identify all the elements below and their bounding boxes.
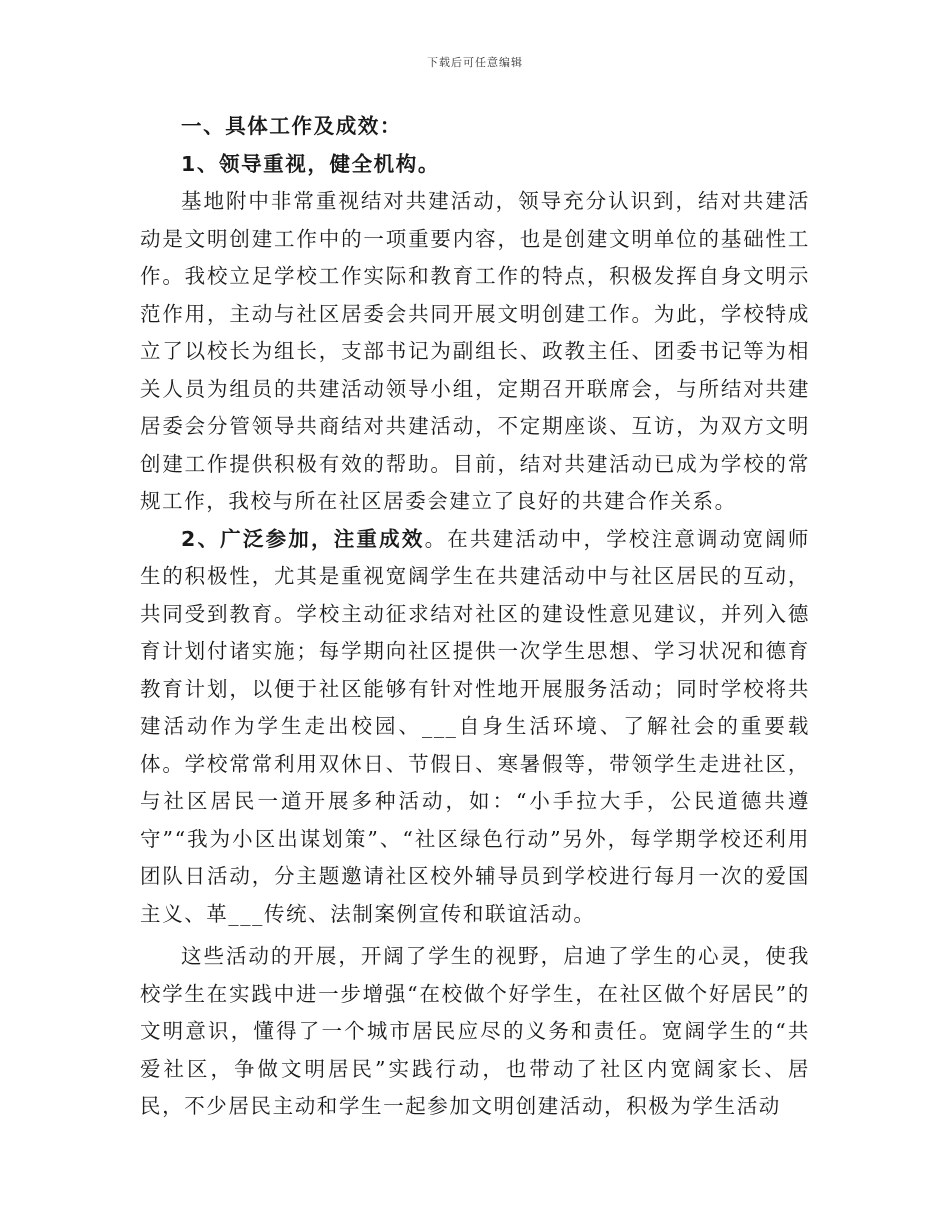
paragraph-3: 这些活动的开展，开阔了学生的视野，启迪了学生的心灵，使我校学生在实践中进一步增强“在校做个好学生，在社区做个好居民”的文明意识，懂得了一个城市居民应尽的义务和责任。宽阔学生的“共爱社区，争做文明居民”实践行动，也带动了社区内宽阔家长、居民，不少居民主动和学生一起参加文明创建活动，积极为学生活动 <box>140 944 810 1118</box>
paragraph-2 <box>140 521 810 934</box>
paragraph-1: 基地附中非常重视结对共建活动，领导充分认识到，结对共建活动是文明创建工作中的一项重要内容，也是创建文明单位的基础性工作。我校立足学校工作实际和教育工作的特点，积极发挥自身文明示范作用，主动与社区居委会共同开展文明创建工作。为此，学校特成立了以校长为组长，支部书记为副组长、政教主任、团委书记等为相关人员为组员的共建活动领导小组，定期召开联席会，与所结对共建居委会分管领导共商结对共建活动，不定期座谈、互访，为双方文明创建工作提供积极有效的帮助。目前，结对共建活动已成为学校的常规工作，我校与所在社区居委会建立了良好的共建合作关系。 <box>140 189 810 513</box>
paragraph-2-body: 。在共建活动中，学校注意调动宽阔师生的积极性，尤其是重视宽阔学生在共建活动中与社区居民的互动，共同受到教育。学校主动征求结对社区的建设性意见建议，并列入德育计划付诸实施；每学期向社区提供一次学生思想、学习状况和德育教育计划，以便于社区能够有针对性地开展服务活动；同时学校将共建活动作为学生走出校园、___自身生活环境、了解社会的重要载体。学校常常利用双休日、节假日、寒暑假等，带领学生走进社区，与社区居民一道开展多种活动，如：“小手拉大手，公民道德共遵守”“我为小区出谋划策”、“社区绿色行动”另外，每学期学校还利用团队日活动，分主题邀请社区校外辅导员到学校进行每月一次的爱国主义、革___传统、法制案例宣传和联谊活动。 <box>140 526 810 926</box>
document-body <box>140 108 810 1126</box>
subsection-heading-2: 2、广泛参加，注重成效 <box>181 526 425 551</box>
subsection-heading-1: 1、领导重视，健全机构。 <box>181 151 440 176</box>
section-heading: 一、具体工作及成效： <box>181 114 402 138</box>
header-note: 下载后可任意编辑 <box>427 56 523 69</box>
